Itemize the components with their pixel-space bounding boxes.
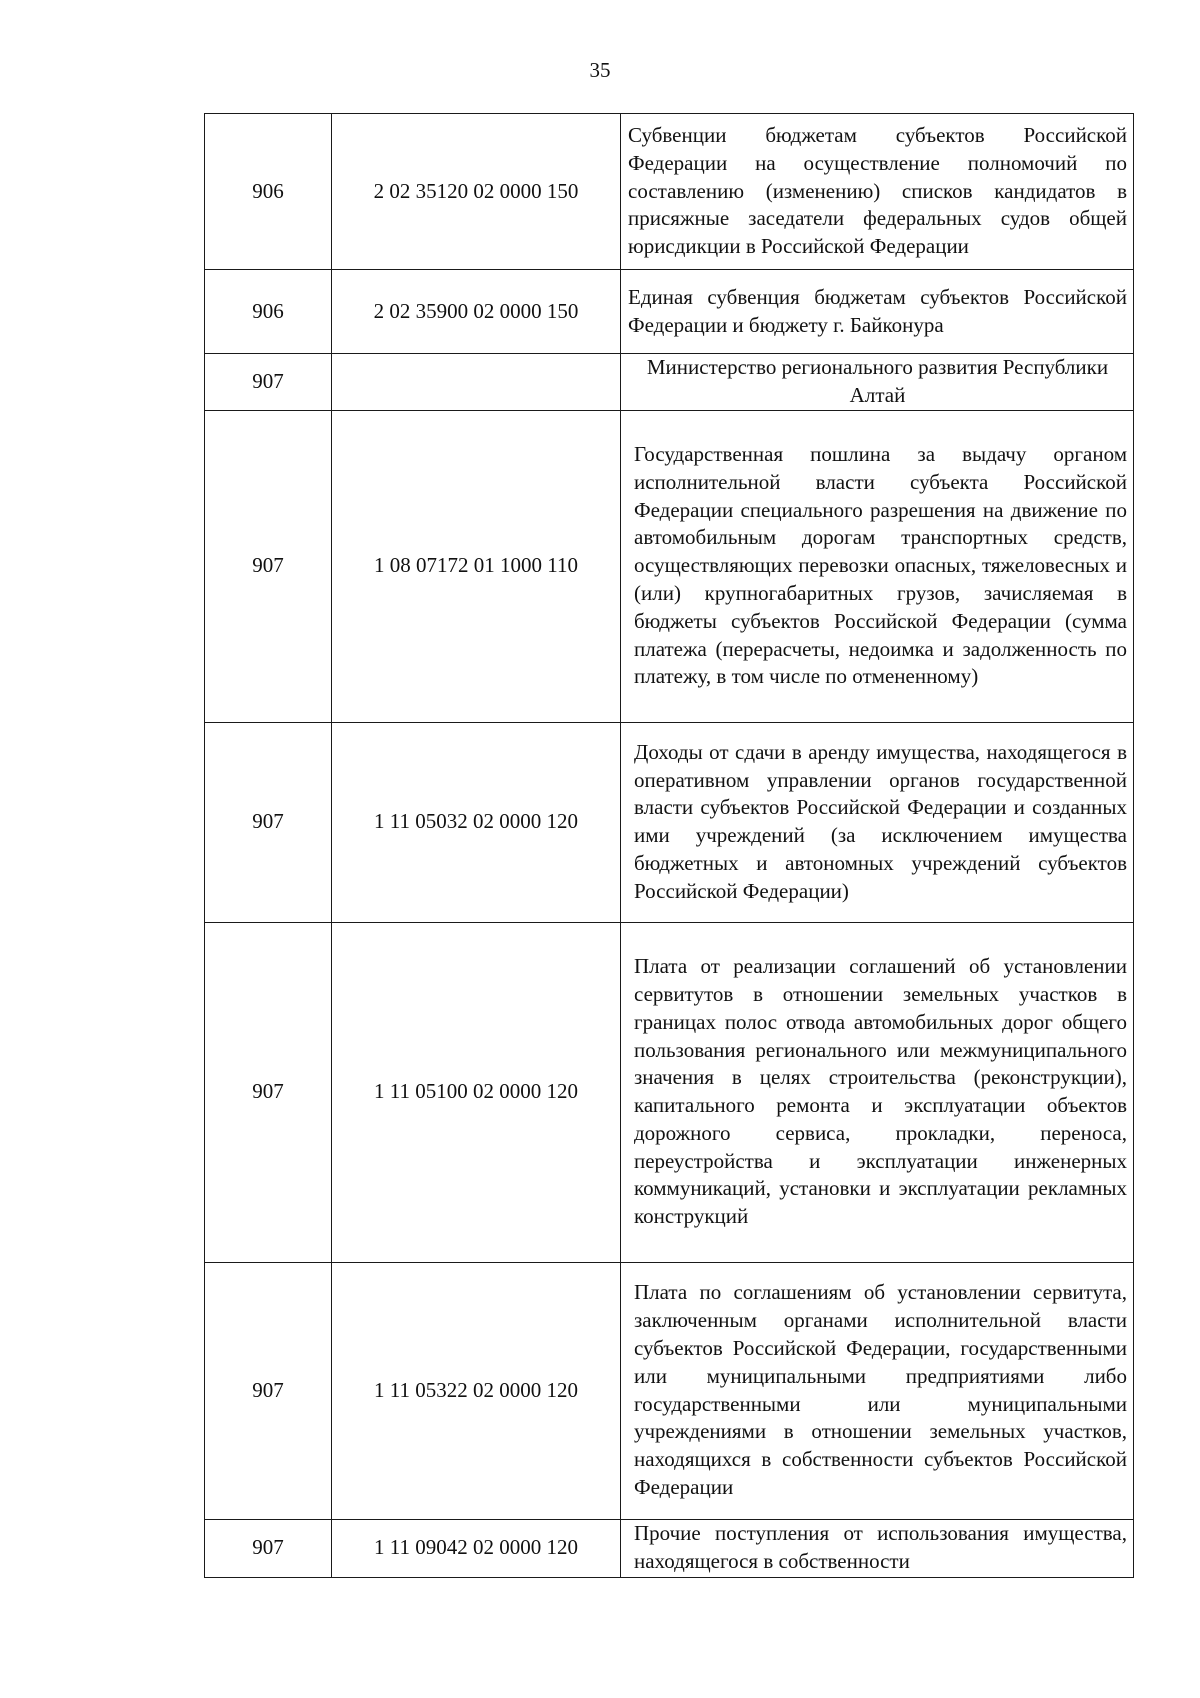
table-row [205,922,1134,1262]
budget-code-cell [332,354,621,411]
page-number: 35 [589,58,611,82]
description-cell: Государственная пошлина за выдачу органом исполнительной власти субъекта Российской Федерации специального разрешения на движение по автомобильным дорогам транспортных средств, осуществляющих перевозки опасных, тяжеловесных и (или) крупногабаритных грузов, зачисляемая в бюджеты субъектов Российской Федерации (сумма платежа (перерасчеты, недоимка и задолженность по платежу, в том числе по отмененному) [621,410,1134,722]
admin-code-cell: 907 [205,1519,332,1577]
table-row [205,270,1134,354]
budget-code-cell: 1 08 07172 01 1000 110 [332,410,621,722]
admin-code-cell: 907 [205,354,332,411]
table-row [205,1262,1134,1519]
description-cell: Прочие поступления от использования имущества, находящегося в собственности [621,1519,1134,1577]
admin-code-cell: 907 [205,922,332,1262]
description-cell: Плата от реализации соглашений об установлении сервитутов в отношении земельных участков в границах полос отвода автомобильных дорог общего пользования регионального или межмуниципального значения в целях строительства (реконструкции), капитального ремонта и эксплуатации объектов дорожного сервиса, прокладки, переноса, переустройства и эксплуатации инженерных коммуникаций, установки и эксплуатации рекламных конструкций [621,922,1134,1262]
table-row [205,410,1134,722]
budget-code-cell: 2 02 35120 02 0000 150 [332,114,621,270]
budget-classification-table [204,113,1134,1578]
table-row [205,722,1134,922]
table-row [205,1519,1134,1577]
description-cell: Плата по соглашениям об установлении сервитута, заключенным органами исполнительной власти субъектов Российской Федерации, государственными или муниципальными предприятиями либо государственными или муниципальными учреждениями в отношении земельных участков, находящихся в собственности субъектов Российской Федерации [621,1262,1134,1519]
admin-code-cell: 906 [205,114,332,270]
budget-code-cell: 1 11 05322 02 0000 120 [332,1262,621,1519]
table-row [205,354,1134,411]
budget-code-cell: 1 11 05100 02 0000 120 [332,922,621,1262]
admin-code-cell: 907 [205,722,332,922]
description-cell: Доходы от сдачи в аренду имущества, находящегося в оперативном управлении органов государственной власти субъектов Российской Федерации и созданных ими учреждений (за исключением имущества бюджетных и автономных учреждений субъектов Российской Федерации) [621,722,1134,922]
admin-code-cell: 907 [205,1262,332,1519]
ministry-heading-cell: Министерство регионального развития Республики Алтай [621,354,1134,411]
budget-code-cell: 1 11 09042 02 0000 120 [332,1519,621,1577]
description-cell: Субвенции бюджетам субъектов Российской Федерации на осуществление полномочий по составлению (изменению) списков кандидатов в присяжные заседатели федеральных судов общей юрисдикции в Российской Федерации [621,114,1134,270]
description-cell: Единая субвенция бюджетам субъектов Российской Федерации и бюджету г. Байконура [621,270,1134,354]
budget-code-cell: 1 11 05032 02 0000 120 [332,722,621,922]
table-row [205,114,1134,270]
admin-code-cell: 907 [205,410,332,722]
admin-code-cell: 906 [205,270,332,354]
budget-code-cell: 2 02 35900 02 0000 150 [332,270,621,354]
